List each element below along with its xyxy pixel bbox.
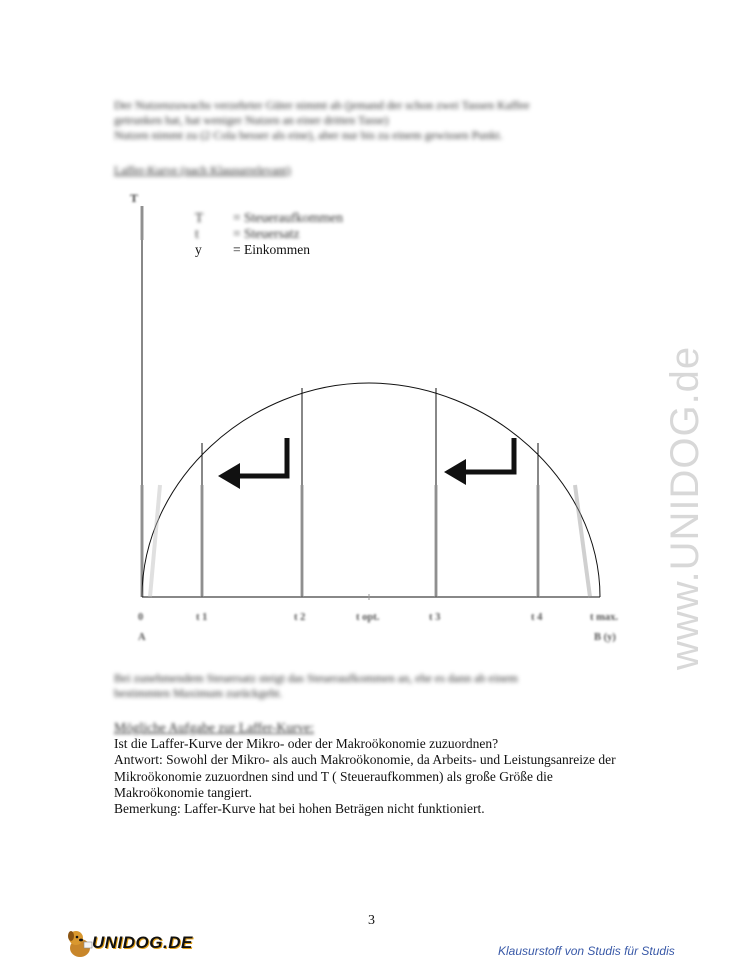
legend-text: = Einkommen — [233, 242, 310, 257]
task-answer-line-2: Mikroökonomie zuzuordnen sind und T ( Steueraufkommen) als große Größe die — [114, 768, 553, 784]
blurred-bars — [150, 485, 590, 597]
task-note: Bemerkung: Laffer-Kurve hat bei hohen Beträgen nicht funktioniert. — [114, 801, 485, 817]
intro-line-1: Der Nutzenzuwachs verzehrter Güter nimmt ab (jemand der schon zwei Tassen Kaffee — [114, 98, 530, 112]
x-tick-t3: t 3 — [429, 612, 441, 623]
chart-explanation — [114, 671, 614, 701]
legend-row-y — [195, 242, 343, 258]
x-tick-0: 0 — [138, 612, 144, 623]
legend-symbol: T — [195, 210, 204, 225]
page-number: 3 — [368, 913, 375, 928]
x-end-label: B (y) — [594, 632, 616, 643]
arrow-left-2 — [444, 438, 514, 485]
task-question: Ist die Laffer-Kurve der Mikro- oder der Makroökonomie zuzuordnen? — [114, 736, 499, 752]
x-tick-tmax: t max. — [590, 612, 618, 623]
task-heading: Mögliche Aufgabe zur Laffer-Kurve: — [114, 720, 315, 735]
legend-row-T — [195, 210, 343, 226]
x-tick-topt: t opt. — [356, 612, 380, 623]
explanation-line-1: Bei zunehmendem Steuersatz steigt das Steueraufkommen an, ehe es dann ab einem — [114, 671, 518, 685]
unidog-logo — [66, 926, 196, 960]
chart-legend — [195, 210, 343, 258]
legend-text: = Steueraufkommen — [233, 210, 343, 225]
logo-text: UNIDOG.DE — [92, 933, 193, 952]
arrow-left-1 — [218, 438, 287, 489]
x-tick-t4: t 4 — [531, 612, 543, 623]
x-tick-t1: t 1 — [196, 612, 208, 623]
dog-icon — [66, 926, 94, 960]
x-tick-labels — [138, 612, 618, 643]
intro-line-3: Nutzen nimmt zu (2 Cola besser als eine), aber nur bis zu einem gewissen Punkt. — [114, 128, 503, 142]
legend-row-t — [195, 226, 343, 242]
y-axis-label: T — [130, 191, 139, 205]
footer-slogan: Klausurstoff von Studis für Studis — [498, 944, 675, 958]
task-answer-line-3: Makroökonomie tangiert. — [114, 784, 252, 800]
task-answer-line-1: Antwort: Sowohl der Mikro- als auch Makroökonomie, da Arbeits- und Leistungsanreize der — [114, 752, 616, 768]
x-tick-t2: t 2 — [294, 612, 306, 623]
intro-line-2: getrunken hat, hat weniger Nutzen an einer dritten Tasse) — [114, 113, 389, 127]
origin-label: A — [138, 632, 146, 643]
legend-symbol: y — [195, 242, 202, 257]
legend-text: = Steuersatz — [233, 226, 300, 241]
laffer-curve — [142, 383, 600, 597]
task-block — [114, 720, 654, 817]
watermark — [640, 250, 730, 680]
explanation-line-2: bestimmten Maximum zurückgeht. — [114, 686, 283, 700]
legend-symbol: t — [195, 226, 199, 241]
section-title: Laffer-Kurve (nach Klausurrelevant) — [114, 163, 291, 177]
watermark-text: www.UNIDOG.de — [663, 345, 707, 670]
